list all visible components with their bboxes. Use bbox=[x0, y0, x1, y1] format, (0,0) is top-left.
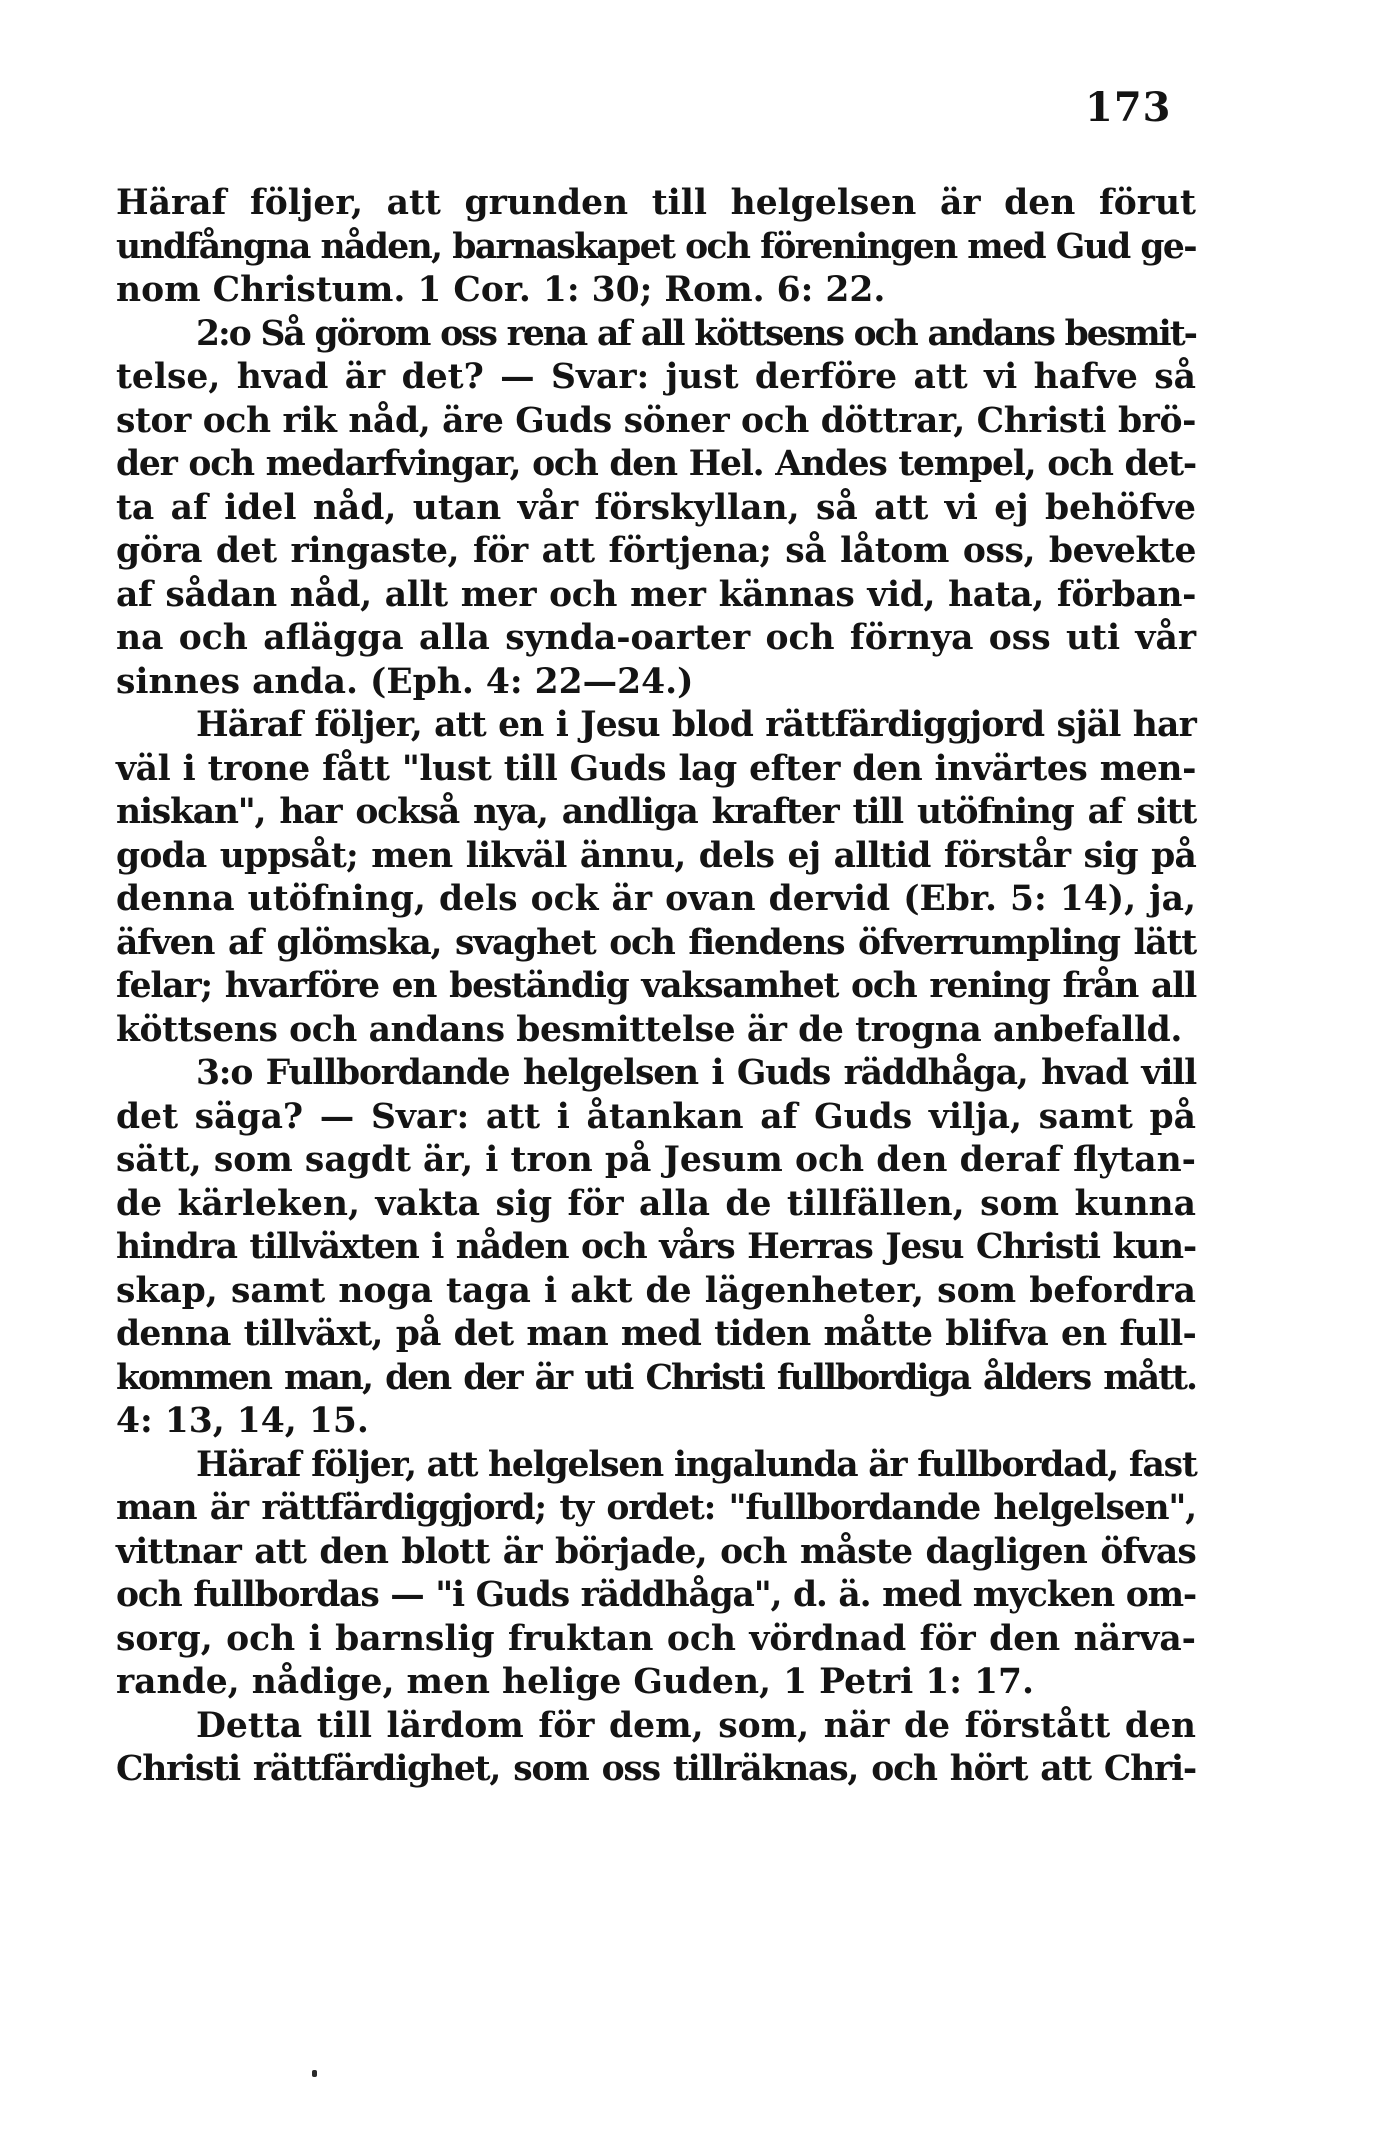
text-line: och fullbordas — "i Guds räddhåga", d. ä. med mycken om- bbox=[116, 1575, 1196, 1615]
text-line: denna utöfning, dels ock är ovan dervid (Ebr. 5: 14), ja, bbox=[116, 879, 1196, 919]
text-line: ta af idel nåd, utan vår förskyllan, så att vi ej behöfve bbox=[116, 487, 1196, 528]
text-line: de kärleken, vakta sig för alla de tillfällen, som kunna bbox=[116, 1183, 1196, 1224]
text-line: hindra tillväxten i nåden och vårs Herras Jesu Christi kun- bbox=[116, 1227, 1196, 1267]
text-line: 3:o Fullbordande helgelsen i Guds räddhåga, hvad vill bbox=[196, 1053, 1196, 1093]
text-line: köttsens och andans besmittelse är de trogna anbefalld. bbox=[116, 1009, 1183, 1050]
text-line: denna tillväxt, på det man med tiden måtte blifva en full- bbox=[116, 1314, 1196, 1354]
text-line: sinnes anda. (Eph. 4: 22—24.) bbox=[116, 661, 694, 702]
text-line: skap, samt noga taga i akt de lägenheter, som befordra bbox=[116, 1270, 1196, 1311]
text-line: telse, hvad är det? — Svar: just derföre att vi hafve så bbox=[116, 357, 1196, 397]
text-line: Häraf följer, att en i Jesu blod rättfärdiggjord själ har bbox=[196, 705, 1196, 745]
text-line: 2:o Så görom oss rena af all köttsens och andans besmit- bbox=[196, 313, 1196, 354]
text-line: Detta till lärdom för dem, som, när de förstått den bbox=[196, 1705, 1196, 1746]
stray-print-mark bbox=[312, 2070, 317, 2077]
text-line: nom Christum. 1 Cor. 1: 30; Rom. 6: 22. bbox=[116, 270, 886, 310]
text-line: man är rättfärdiggjord; ty ordet: "fullbordande helgelsen", bbox=[116, 1488, 1196, 1528]
text-line: undfångna nåden, barnaskapet och föreningen med Gud ge- bbox=[116, 226, 1196, 267]
text-line: sorg, och i barnslig fruktan och vördnad för den närva- bbox=[116, 1618, 1196, 1659]
text-line: stor och rik nåd, äre Guds söner och döttrar, Christi brö- bbox=[116, 400, 1196, 441]
text-line: vittnar att den blott är började, och måste dagligen öfvas bbox=[116, 1531, 1196, 1572]
text-line: goda uppsåt; men likväl ännu, dels ej alltid förstår sig på bbox=[116, 835, 1196, 876]
page-number: 173 bbox=[1085, 84, 1172, 131]
text-line: göra det ringaste, för att förtjena; så låtom oss, bevekte bbox=[116, 531, 1196, 571]
text-line: na och aflägga alla synda-oarter och förnya oss uti vår bbox=[116, 618, 1196, 658]
text-line: sätt, som sagdt är, i tron på Jesum och den deraf flytan- bbox=[116, 1140, 1196, 1180]
text-line: Häraf följer, att helgelsen ingalunda är fullbordad, fast bbox=[196, 1444, 1197, 1485]
text-line: kommen man, den der är uti Christi fullbordiga ålders mått. bbox=[116, 1357, 1196, 1398]
text-line: äfven af glömska, svaghet och fiendens öfverrumpling lätt bbox=[116, 922, 1196, 963]
text-line: väl i trone fått "lust till Guds lag efter den invärtes men- bbox=[116, 748, 1196, 789]
body-text bbox=[116, 182, 1196, 1792]
text-line: Christi rättfärdighet, som oss tillräknas, och hört att Chri- bbox=[116, 1749, 1196, 1789]
text-line: niskan", har också nya, andliga krafter till utöfning af sitt bbox=[116, 792, 1196, 832]
text-line: rande, nådige, men helige Guden, 1 Petri 1: 17. bbox=[116, 1662, 1035, 1702]
text-line: det säga? — Svar: att i åtankan af Guds vilja, samt på bbox=[116, 1096, 1196, 1137]
text-line: af sådan nåd, allt mer och mer kännas vid, hata, förban- bbox=[116, 574, 1196, 615]
text-line: 4: 13, 14, 15. bbox=[116, 1401, 369, 1441]
text-line: felar; hvarföre en beständig vaksamhet och rening från all bbox=[116, 966, 1196, 1006]
text-line: der och medarfvingar, och den Hel. Andes tempel, och det- bbox=[116, 444, 1196, 484]
text-line: Häraf följer, att grunden till helgelsen är den förut bbox=[116, 183, 1196, 223]
